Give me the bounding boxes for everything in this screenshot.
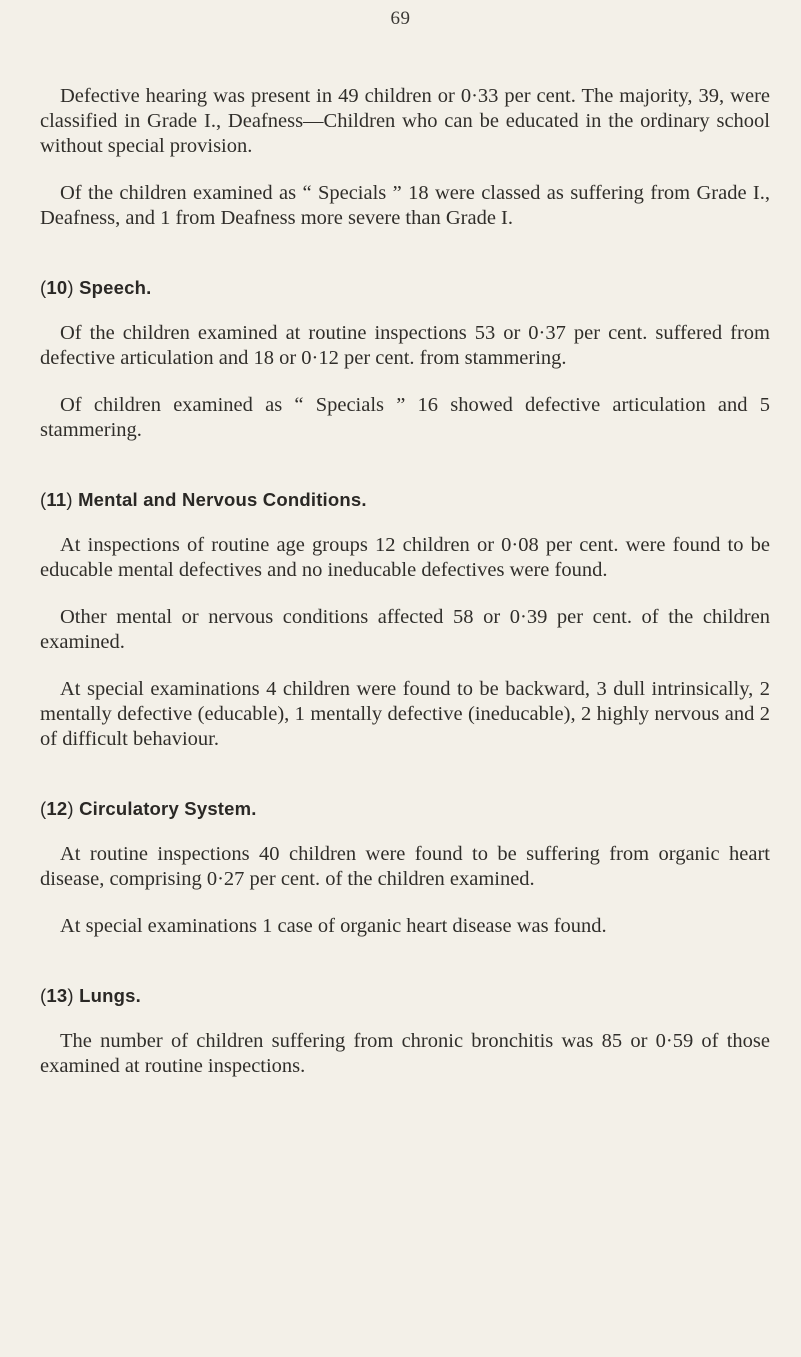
paragraph-hearing-defective: Defective hearing was present in 49 children or 0·33 per cent. The majority, 39, were classified in Grade I., Deafness—Children who can be educated in the ordinary school without special provision. xyxy=(40,85,770,157)
section-heading-circulatory: (12) Circulatory System. xyxy=(40,798,257,819)
paragraph-speech-routine: Of the children examined at routine inspections 53 or 0·37 per cent. suffered from defective articulation and 18 or 0·12 per cent. from stammering. xyxy=(40,322,770,369)
paragraph-speech-specials: Of children examined as “ Specials ” 16 showed defective articulation and 5 stammering. xyxy=(40,394,770,441)
page-number: 69 xyxy=(390,8,411,29)
page-body xyxy=(40,84,770,1079)
paragraph-mental-special: At special examinations 4 children were found to be backward, 3 dull intrinsically, 2 mentally defective (educable), 1 mentally defective (ineducable), 2 highly nervous and 2 of difficult behaviour. xyxy=(40,678,770,750)
section-title: Mental and Nervous Conditions. xyxy=(78,489,367,510)
paragraph-circulatory-special: At special examinations 1 case of organic heart disease was found. xyxy=(60,915,607,937)
section-heading-mental: (11) Mental and Nervous Conditions. xyxy=(40,489,367,510)
paragraph-hearing-specials: Of the children examined as “ Specials ” 18 were classed as suffering from Grade I., Deafness, and 1 from Deafness more severe than Grade I. xyxy=(40,182,770,229)
paragraph-circulatory-routine: At routine inspections 40 children were found to be suffering from organic heart disease, comprising 0·27 per cent. of the children examined. xyxy=(40,843,770,890)
section-number: 12 xyxy=(46,798,68,819)
section-title: Speech. xyxy=(79,277,152,298)
section-heading-lungs: (13) Lungs. xyxy=(40,985,141,1006)
section-number: 11 xyxy=(46,489,67,510)
section-heading-speech: (10) Speech. xyxy=(40,277,152,298)
section-number: 13 xyxy=(46,985,68,1006)
section-title: Circulatory System. xyxy=(79,798,257,819)
paragraph-mental-other: Other mental or nervous conditions affected 58 or 0·39 per cent. of the children examined. xyxy=(40,606,770,653)
section-title: Lungs. xyxy=(79,985,141,1006)
paragraph-mental-routine: At inspections of routine age groups 12 children or 0·08 per cent. were found to be educable mental defectives and no ineducable defectives were found. xyxy=(40,534,770,581)
section-number: 10 xyxy=(46,277,68,298)
paragraph-lungs-bronchitis: The number of children suffering from chronic bronchitis was 85 or 0·59 of those examined at routine inspections. xyxy=(40,1030,770,1077)
